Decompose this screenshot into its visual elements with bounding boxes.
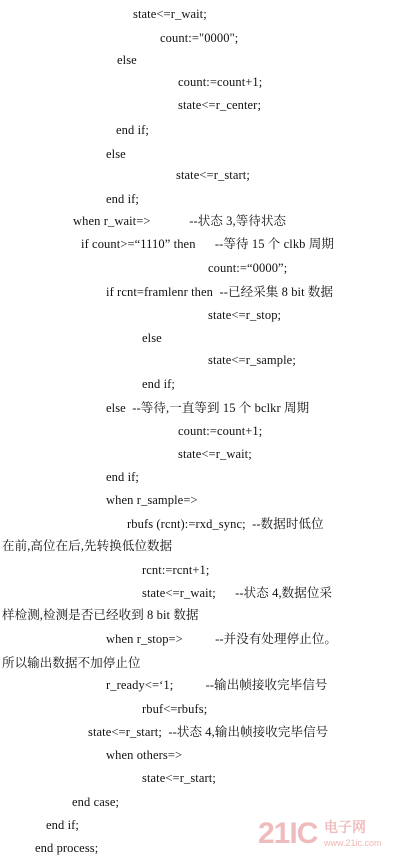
code-line: state<=r_start; --状态 4,输出帧接收完毕信号 — [88, 725, 329, 739]
code-line: else — [117, 53, 137, 67]
code-line: end case; — [72, 795, 120, 809]
code-line: end if; — [116, 123, 149, 137]
code-line: rcnt:=rcnt+1; — [142, 563, 210, 577]
code-line: state<=r_start; — [176, 168, 250, 182]
code-line: end if; — [106, 192, 139, 206]
code-line: when r_sample=> — [106, 493, 198, 507]
code-line: rbuf<=rbufs; — [142, 702, 208, 716]
code-line: if count>=“1110” then --等待 15 个 clkb 周期 — [81, 237, 334, 251]
code-line: when r_wait=> --状态 3,等待状态 — [73, 214, 287, 228]
watermark-logo-text: 21IC — [258, 817, 318, 850]
code-line: state<=r_wait; --状态 4,数据位采 — [142, 586, 333, 600]
code-line: count:=“0000”; — [208, 261, 288, 275]
code-line: 所以输出数据不加停止位 — [2, 656, 141, 670]
code-line: when others=> — [106, 748, 183, 762]
code-line: else — [142, 331, 162, 345]
watermark-logo — [258, 817, 398, 853]
code-line: rbufs (rcnt):=rxd_sync; --数据时低位 — [127, 517, 324, 531]
code-line: end process; — [35, 841, 99, 855]
code-line: else — [106, 147, 126, 161]
code-line: if rcnt=framlenr then --已经采集 8 bit 数据 — [106, 285, 334, 299]
code-line: when r_stop=> --并没有处理停止位。 — [106, 632, 338, 646]
code-line: end if; — [46, 818, 79, 832]
code-line: end if; — [142, 377, 175, 391]
code-line: else --等待,一直等到 15 个 bclkr 周期 — [106, 401, 310, 415]
watermark-cn-text: 电子网 — [324, 819, 366, 835]
code-line: 样检测,检测是否已经收到 8 bit 数据 — [2, 608, 199, 622]
code-line: count:=count+1; — [178, 75, 263, 89]
code-line: 在前,高位在后,先转换低位数据 — [2, 539, 173, 553]
code-line: state<=r_wait; — [178, 447, 252, 461]
code-line: state<=r_stop; — [208, 308, 282, 322]
code-line: end if; — [106, 470, 139, 484]
code-line: state<=r_center; — [178, 98, 262, 112]
code-line: state<=r_start; — [142, 771, 216, 785]
watermark-url-text: www.21ic.com — [324, 838, 382, 848]
code-line: count:=count+1; — [178, 424, 263, 438]
code-line: state<=r_sample; — [208, 353, 296, 367]
code-line: count:="0000"; — [160, 31, 239, 45]
code-line: state<=r_wait; — [133, 7, 207, 21]
code-line: r_ready<=‘1; --输出帧接收完毕信号 — [106, 678, 328, 692]
